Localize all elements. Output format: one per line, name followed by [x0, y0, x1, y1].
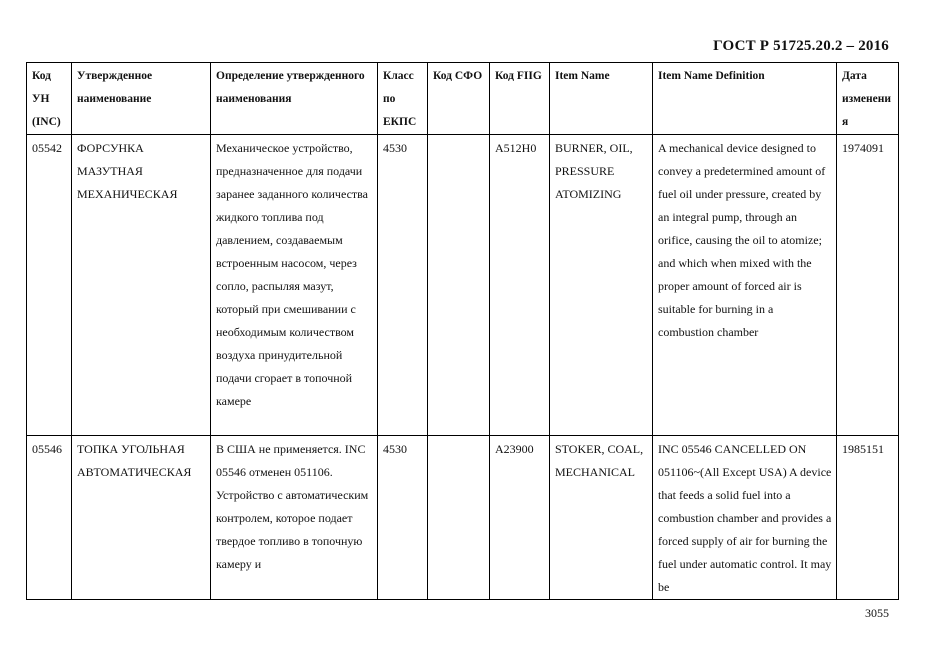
- col-header-item-name: Item Name: [550, 63, 653, 135]
- cell-definition: В США не применяется. INC 05546 отменен 051106. Устройство с автоматическим контролем, которое подает твердое топливо в топочную камеру и: [211, 436, 378, 600]
- table-row: [27, 135, 899, 436]
- col-header-definition: Определение утвержденного наименования: [211, 63, 378, 135]
- cell-inc: 05546: [27, 436, 72, 600]
- col-header-sfo: Код СФО: [428, 63, 490, 135]
- cell-name: ФОРСУНКА МАЗУТНАЯ МЕХАНИЧЕСКАЯ: [72, 135, 211, 436]
- cell-date: 1974091: [837, 135, 899, 436]
- cell-inc: 05542: [27, 135, 72, 436]
- cell-ekps: 4530: [378, 436, 428, 600]
- cell-ekps: 4530: [378, 135, 428, 436]
- cell-sfo: [428, 135, 490, 436]
- cell-item-name: BURNER, OIL, PRESSURE ATOMIZING: [550, 135, 653, 436]
- col-header-inc: Код УН (INC): [27, 63, 72, 135]
- page-number: 3055: [865, 606, 889, 620]
- col-header-name: Утвержденное наименование: [72, 63, 211, 135]
- cell-date: 1985151: [837, 436, 899, 600]
- cell-item-name: STOKER, COAL, MECHANICAL: [550, 436, 653, 600]
- cell-fiig: A23900: [490, 436, 550, 600]
- cell-fiig: A512H0: [490, 135, 550, 436]
- table-row: [27, 436, 899, 600]
- col-header-fiig: Код FIIG: [490, 63, 550, 135]
- table-header-row: [27, 63, 899, 135]
- standard-designation: ГОСТ Р 51725.20.2 – 2016: [713, 38, 889, 54]
- cell-sfo: [428, 436, 490, 600]
- nomenclature-table: [26, 62, 899, 600]
- cell-definition: Механическое устройство, предназначенное для подачи заранее заданного количества жидкого топлива под давлением, создаваемым встроенным насосом, через сопло, распыляя мазут, который при смешивании с необходимым количеством воздуха принудительной подачи сгорает в топочной камере: [211, 135, 378, 436]
- col-header-date: Дата изменения: [837, 63, 899, 135]
- cell-item-definition: A mechanical device designed to convey a predetermined amount of fuel oil under pressure, created by an integral pump, through an orifice, causing the oil to atomize; and which when mixed with the proper amount of forced air is suitable for burning in a combustion chamber: [653, 135, 837, 436]
- cell-item-definition: INC 05546 CANCELLED ON 051106~(All Except USA) A device that feeds a solid fuel into a combustion chamber and provides a forced supply of air for burning the fuel under automatic control. It may be: [653, 436, 837, 600]
- col-header-item-definition: Item Name Definition: [653, 63, 837, 135]
- cell-name: ТОПКА УГОЛЬНАЯ АВТОМАТИЧЕСКАЯ: [72, 436, 211, 600]
- col-header-ekps: Класс по ЕКПС: [378, 63, 428, 135]
